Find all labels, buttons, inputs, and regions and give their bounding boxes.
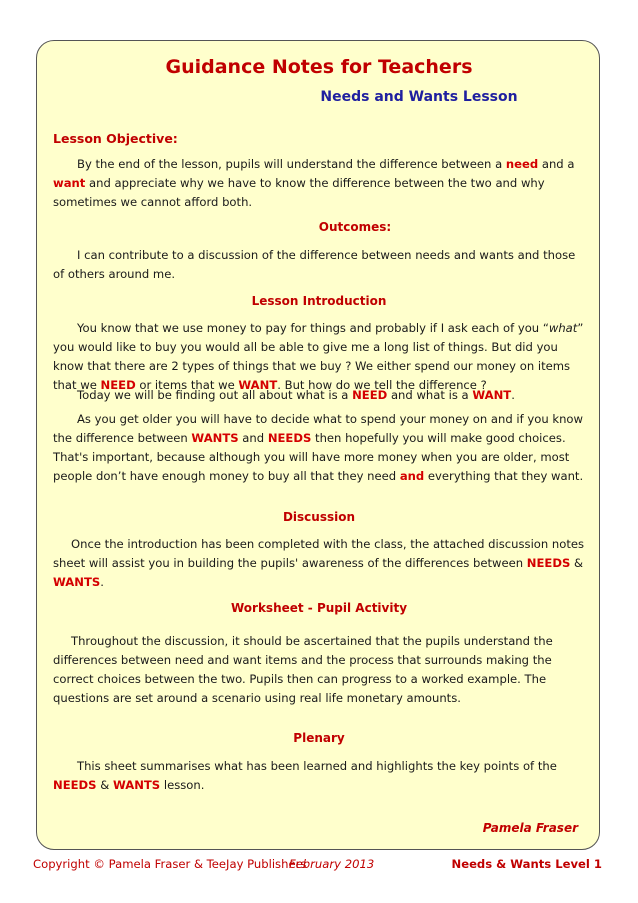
introduction-heading: Lesson Introduction [251, 294, 387, 308]
introduction-paragraph-1: You know that we use money to pay for things and probably if I ask each of you “what” you would like to buy you would all be able to give me a long list of things. But did you know that there are 2 types of things that we buy ? We either spend our money on items that we NEED or items that we WANT. But how do we tell the difference ? [53, 321, 584, 392]
worksheet-heading: Worksheet - Pupil Activity [230, 601, 408, 615]
page-subtitle: Needs and Wants Lesson [320, 89, 518, 105]
want-highlight: want [53, 176, 86, 190]
plenary-heading: Plenary [293, 731, 345, 745]
author-signature: Pamela Fraser [482, 821, 578, 835]
introduction-paragraph-3: As you get older you will have to decide what to spend your money on and if you know the difference between WANTS and NEEDS then hopefully you will make good choices. That's important, because although you will have more money when you are older, most people don’t have enough money to buy all that they need and everything that they want. [53, 412, 584, 483]
footer-copyright: Copyright © Pamela Fraser & TeeJay Publishers [33, 857, 307, 871]
worksheet-paragraph: Throughout the discussion, it should be ascertained that the pupils understand the differences between need and want items and the process that surrounds making the correct choices between the two. Pupils then can progress to a worked example. The questions are set around a scenario using real life monetary amounts. [53, 634, 553, 705]
need-highlight: need [505, 157, 539, 171]
plenary-paragraph: This sheet summarises what has been learned and highlights the key points of the NEEDS & WANTS lesson. [53, 759, 557, 792]
objective-heading: Lesson Objective: [53, 131, 178, 146]
page-title: Guidance Notes for Teachers [165, 56, 473, 78]
footer-level: Needs & Wants Level 1 [451, 857, 602, 871]
discussion-heading: Discussion [282, 510, 356, 524]
introduction-paragraph-2: Today we will be finding out all about what is a NEED and what is a WANT. [77, 388, 515, 402]
footer-date: February 2013 [289, 857, 375, 871]
outcomes-paragraph: I can contribute to a discussion of the difference between needs and wants and those of others around me. [53, 248, 576, 281]
discussion-paragraph: Once the introduction has been completed with the class, the attached discussion notes sheet will assist you in building the pupils' awareness of the differences between NEEDS & WANTS. [53, 537, 585, 589]
objective-paragraph: By the end of the lesson, pupils will understand the difference between a need and a want and appreciate why we have to know the difference between the two and why sometimes we cannot afford both. [53, 157, 575, 209]
outcomes-heading: Outcomes: [318, 220, 392, 234]
